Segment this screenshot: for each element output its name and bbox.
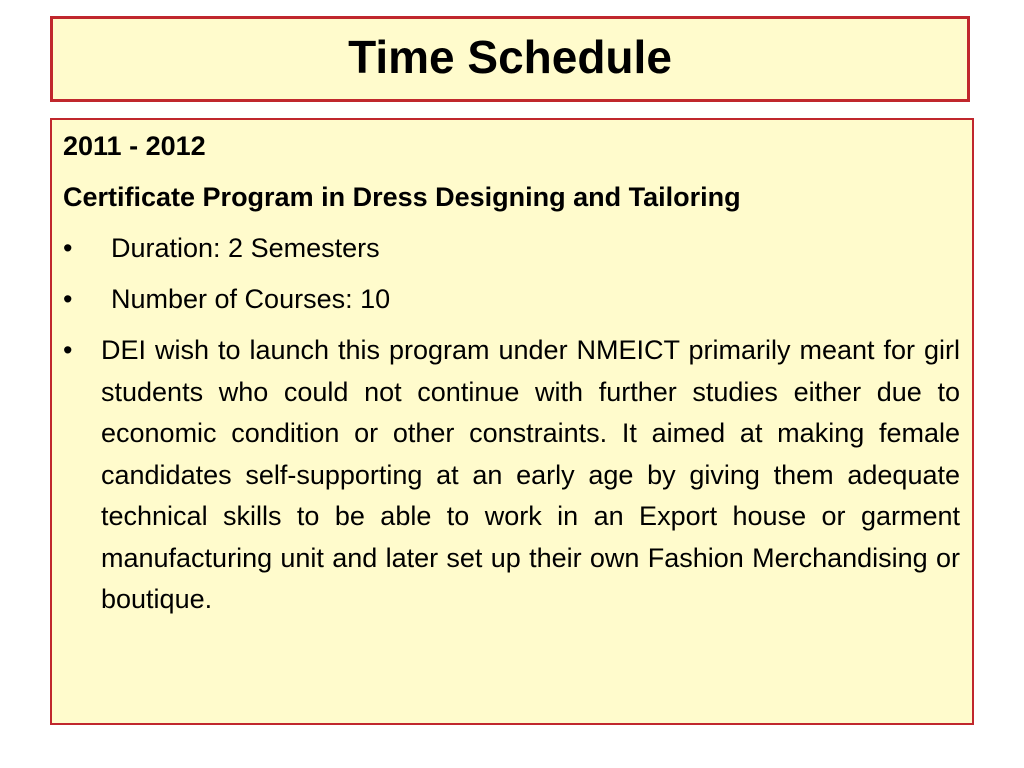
- slide-title: Time Schedule: [348, 31, 672, 83]
- bullet-icon: •: [63, 233, 73, 263]
- content-box: [50, 118, 974, 725]
- bullet-text-duration: Duration: 2 Semesters: [111, 233, 380, 263]
- bullet-icon: •: [63, 335, 73, 365]
- bullet-item-description: [63, 330, 960, 621]
- bullet-text-courses: Number of Courses: 10: [111, 284, 391, 314]
- bullet-item-duration: [63, 228, 960, 268]
- bullet-icon: •: [63, 284, 73, 314]
- year-heading: 2011 - 2012: [63, 131, 206, 161]
- bullet-text-description: DEI wish to launch this program under NMEICT primarily meant for girl students who could not continue with further studies either due to economic condition or other constraints. It aimed at making female candidates self-supporting at an early age by giving them adequate technical skills to be able to work in an Export house or garment manufacturing unit and later set up their own Fashion Merchandising or boutique.: [101, 335, 960, 614]
- program-title: Certificate Program in Dress Designing and Tailoring: [63, 182, 741, 212]
- bullet-item-courses: [63, 279, 960, 319]
- title-box: [50, 16, 970, 102]
